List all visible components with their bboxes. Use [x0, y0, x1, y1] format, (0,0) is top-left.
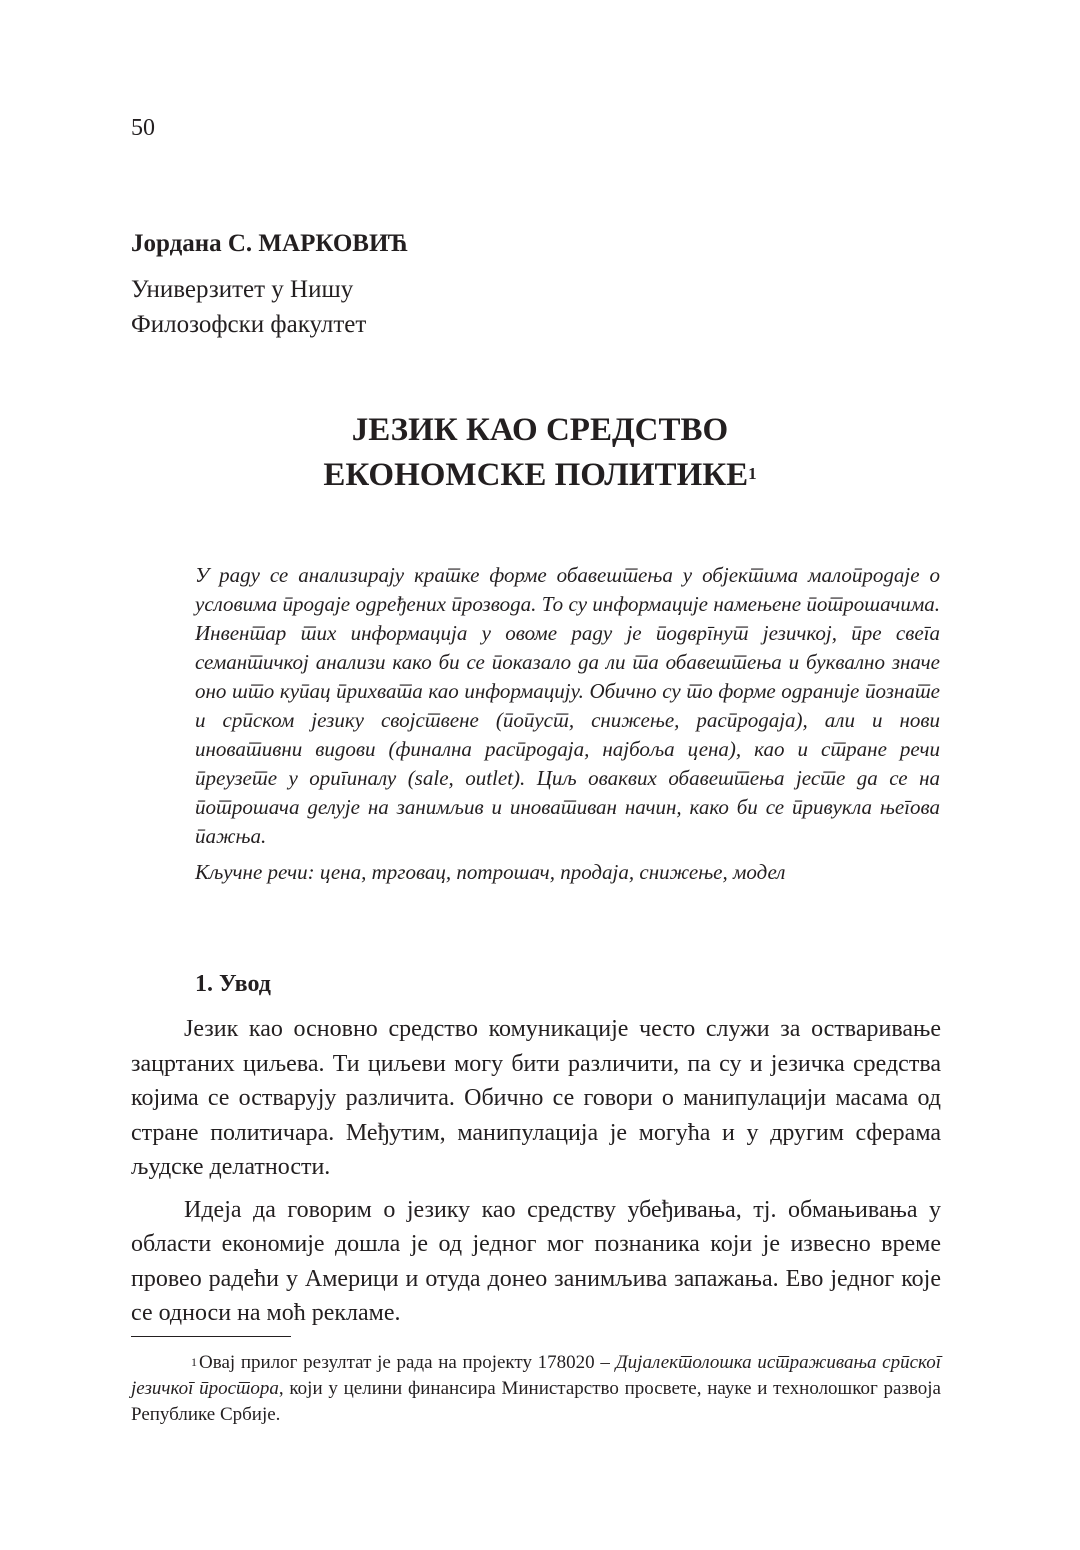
article-title: [131, 408, 949, 498]
footnote-project-title: Дијалектолошка истраживања српског језичког простора: [131, 1352, 941, 1399]
footnote-marker: 1: [191, 1355, 197, 1369]
section-heading: 1. Увод: [195, 971, 271, 997]
page-number: 50: [131, 115, 155, 141]
title-line-2: [131, 453, 949, 498]
title-line-1: ЈЕЗИК КАО СРЕДСТВО: [351, 412, 729, 448]
abstract: [195, 561, 940, 851]
abstract-text: У раду се анализирају кратке форме обавештења у објектима малопродаје о условима продаје одређених прозвода. То су информације намењене потрошачима. Инвентар тих информација у овоме раду је подвргнут језичкој, пре свега семантичкој анализи како би се показало да ли та обавештења и буквално значе оно што купац прихвата као информацију. Обично су то форме одраније познате и српском језику својствене (попуст, снижење, распродаја), али и нови иновативни видови (финална распродаја, најбоља цена), као и стране речи преузете у оригиналу (sale, outlet). Циљ оваквих обавештења јесте да се на потрошача делује на занимљив и иновативан начин, како би се привукла његова пажња.: [195, 563, 940, 848]
footnote-text-before: Овај прилог резултат је рада на пројекту 178020 –: [199, 1352, 616, 1373]
body-paragraph-2: Идеја да говорим о језику као средству убеђивања, тј. обмањивања у области економије дошла је од једног мог познаника који је извесно време провео радећи у Америци и отуда донео занимљива запажања. Ево једног које се односи на моћ рекламе.: [131, 1196, 941, 1326]
body-text: [131, 1012, 941, 1339]
author-block: [131, 226, 831, 342]
title-footnote-marker: 1: [748, 464, 757, 483]
title-line-2-text: ЕКОНОМСКЕ ПОЛИТИКЕ: [323, 457, 749, 493]
author-affiliation-university: Универзитет у Нишу: [131, 276, 354, 303]
footnote-divider: [131, 1336, 291, 1337]
footnote-text-after: , који у целини финансира Министарство просвете, науке и технолошког развоја Републике Србије.: [131, 1378, 941, 1425]
body-paragraph-1: Језик као основно средство комуникације често служи за остваривање зацртаних циљева. Ти циљеви могу бити различити, па су и језичка средства којима се остварују различита. Обично се говори о манипулацији масама од стране политичара. Међутим, манипулација је могућа и у другим сферама људске делатности.: [131, 1016, 941, 1180]
author-affiliation-faculty: Филозофски факултет: [131, 311, 367, 338]
footnote: [131, 1350, 941, 1428]
keywords: Кључне речи: цена, трговац, потрошач, продаја, снижење, модел: [195, 860, 786, 884]
author-name: Јордана С. МАРКОВИЋ: [131, 230, 409, 257]
